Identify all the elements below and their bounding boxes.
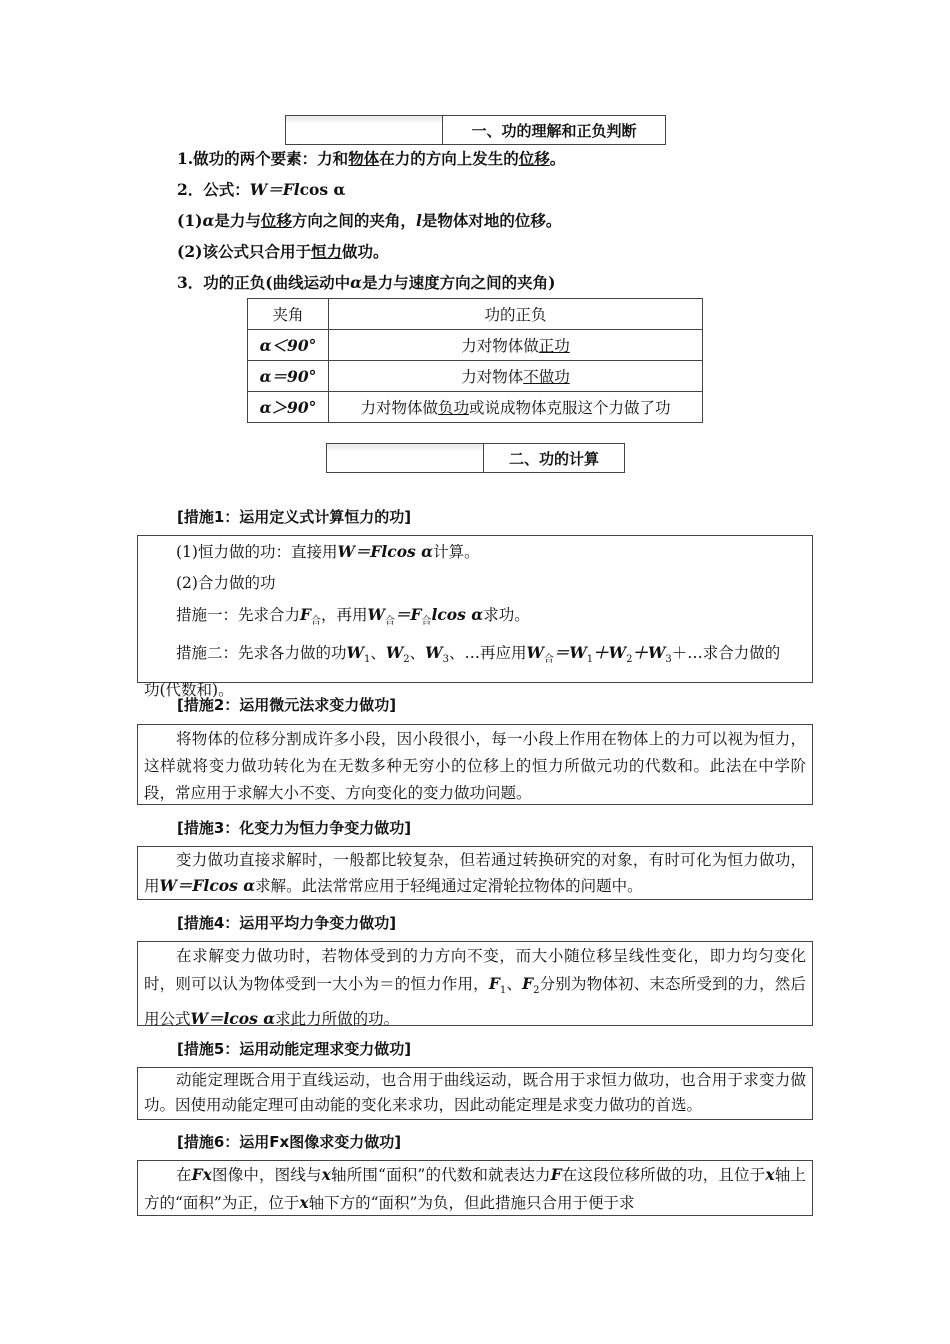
formula: ＋W	[632, 643, 666, 663]
text: 图像中，图线与	[211, 1166, 322, 1184]
measure-box-2	[137, 724, 813, 805]
table-row	[248, 330, 703, 361]
item-line-5	[177, 271, 555, 293]
symbol: W	[526, 643, 544, 663]
paragraph: 将物体的位移分割成许多小段，因小段很小，每一小段上作用在物体上的力可以视为恒力，这样就将变力做功转化为在无数多种无穷小的位移上的恒力所做元功的代数和。此法在中学阶段，常应用于求解大小不变、方向变化的变力做功问题。	[144, 730, 806, 802]
section-header-1	[285, 115, 666, 145]
text: 力对物体	[461, 368, 524, 386]
symbol: F	[550, 1165, 562, 1184]
text: 2．公式：	[177, 180, 250, 199]
item-line-2	[177, 178, 345, 200]
subscript: 合	[421, 616, 432, 628]
measure-box-5	[137, 1067, 813, 1120]
section-title-1: 一、功的理解和正负判断	[471, 121, 637, 140]
item-line-3	[177, 209, 561, 231]
symbol: Fx	[191, 1165, 212, 1184]
subscript: 3	[665, 654, 672, 666]
table-row	[248, 392, 703, 423]
paragraph	[144, 1161, 806, 1217]
formula: ＝F	[394, 605, 422, 624]
underlined-answer: 负功	[437, 399, 469, 417]
symbol: W	[367, 605, 385, 624]
measure-box-1	[137, 535, 813, 700]
text: 、…再应用	[448, 644, 527, 663]
paragraph	[144, 847, 806, 899]
text: 轴上方的“面积”为正，位于	[144, 1166, 806, 1212]
formula: W＝Flcos α	[159, 876, 256, 895]
subscript: 1	[586, 654, 594, 666]
text: (2)该公式只合用于	[177, 242, 311, 261]
symbol: W	[346, 643, 364, 663]
subscript: 合	[543, 654, 554, 666]
text: (1)恒力做的功：直接用	[176, 543, 338, 561]
sign-cell	[329, 392, 703, 423]
paragraph	[144, 536, 806, 568]
section-header-blank	[327, 444, 484, 472]
text: 求功。	[483, 606, 530, 624]
text: 或说成物体克服这个力做了功	[469, 399, 671, 417]
angle-cell: α＜90°	[248, 330, 329, 361]
symbol: W	[425, 643, 443, 663]
text: 措施一：先求合力	[176, 606, 301, 624]
table-header-row	[248, 299, 703, 330]
symbol: α	[202, 211, 215, 230]
subscript: 2	[626, 654, 633, 666]
text: 、	[409, 644, 426, 663]
subscript: 合	[384, 616, 395, 628]
symbol: l	[415, 211, 422, 230]
formula: ＝W	[553, 643, 587, 663]
item-line-4	[177, 240, 388, 262]
text: 。	[549, 149, 566, 168]
symbol: W	[385, 643, 404, 663]
text: 3．功的正负(曲线运动中	[177, 273, 351, 292]
measure-box-4	[137, 941, 813, 1029]
text: 力对物体做	[461, 337, 539, 355]
text: 做功。	[341, 242, 389, 261]
formula: W＝Fl	[249, 180, 300, 199]
measure-heading-5: [措施5：运用动能定理求变力做功]	[177, 1040, 412, 1058]
formula: W＝Flcos α	[337, 542, 434, 561]
text: 措施二：先求各力做的功	[176, 644, 347, 663]
paragraph	[144, 942, 806, 1033]
text: 计算。	[433, 543, 480, 561]
measure-heading-6: [措施6：运用Fx图像求变力做功]	[177, 1133, 402, 1151]
table-row	[248, 361, 703, 392]
formula: ＋W	[593, 643, 627, 663]
formula: cos α	[299, 180, 346, 199]
paragraph: (2)合力做的功	[176, 574, 276, 592]
text: 轴所围“面积”的代数和就表达力	[330, 1166, 551, 1184]
text: 、	[370, 644, 386, 663]
angle-cell: α＞90°	[248, 392, 329, 423]
subscript: 2	[403, 654, 410, 666]
text: 在力的方向上发生的	[379, 149, 519, 168]
symbol: x	[765, 1165, 775, 1184]
text: 力对物体做	[360, 399, 438, 417]
text: 变力做功直接求解时，一般都比较复杂，但若通过转换研究的对象，有时可化为恒力做功，用	[144, 851, 806, 895]
symbol: F	[300, 605, 312, 624]
text: 在求解变力做功时，若物体受到的力方向不变，而大小随位移呈线性变化，即力均匀变化时，则可以认为物体受到一大小为＝的恒力作用，	[144, 947, 806, 993]
text: 在	[176, 1166, 192, 1184]
text: 是力与	[214, 211, 261, 230]
measure-heading-2: [措施2：运用微元法求变力做功]	[177, 696, 397, 714]
sign-cell	[329, 330, 703, 361]
subscript: 合	[311, 616, 322, 628]
table-header: 夹角	[248, 299, 329, 330]
paragraph: 功(代数和)。	[144, 681, 234, 700]
item-line-1	[177, 147, 565, 169]
sign-cell	[329, 361, 703, 392]
symbol: F	[522, 974, 534, 993]
text: ，再用	[321, 606, 368, 624]
text: 求解。此法常常应用于轻绳通过定滑轮拉物体的问题中。	[255, 877, 643, 895]
measure-heading-4: [措施4：运用平均力争变力做功]	[177, 914, 397, 932]
text: 求此力所做的功。	[275, 1010, 400, 1029]
text: 是物体对地的位移。	[421, 211, 562, 230]
symbol: F	[488, 974, 500, 993]
text: ＋…求合力做的	[671, 644, 781, 663]
text: 分别为物体初、末态所受到的力，然后用公式	[144, 975, 806, 1029]
symbol: x	[299, 1193, 309, 1212]
text: 方向之间的夹角，	[291, 211, 416, 230]
paragraph	[144, 599, 806, 637]
text: 是力与速度方向之间的夹角)	[362, 273, 556, 292]
text: 在这段位移所做的功，且位于	[561, 1166, 766, 1184]
subscript: 1	[499, 985, 507, 997]
underlined-answer: 位移	[260, 211, 292, 230]
table-header: 功的正负	[329, 299, 703, 330]
symbol: x	[321, 1165, 331, 1184]
symbol: α	[350, 273, 363, 292]
measure-heading-3: [措施3：化变力为恒力争变力做功]	[177, 819, 412, 837]
underlined-answer: 物体	[348, 149, 380, 168]
text: 1.做功的两个要素：力和	[177, 149, 349, 168]
formula: lcos α	[431, 605, 484, 624]
underlined-answer: 位移	[518, 149, 550, 168]
formula: W＝lcos α	[190, 1009, 276, 1029]
measure-box-6	[137, 1160, 813, 1216]
underlined-answer: 不做功	[523, 368, 570, 386]
section-header-2	[326, 443, 625, 473]
text: (1)	[177, 211, 203, 230]
work-sign-table	[247, 298, 703, 423]
text: 、	[506, 975, 523, 993]
paragraph: 动能定理既合用于直线运动，也合用于曲线运动，既合用于求恒力做功，也合用于求变力做功。因使用动能定理可由动能的变化来求功，因此动能定理是求变力做功的首选。	[144, 1071, 806, 1114]
underlined-answer: 恒力	[310, 242, 342, 261]
subscript: 1	[363, 654, 371, 666]
section-title-2: 二、功的计算	[508, 449, 599, 468]
underlined-answer: 正功	[538, 337, 570, 355]
measure-box-3	[137, 846, 813, 900]
section-header-blank	[286, 116, 443, 144]
subscript: 2	[533, 985, 540, 997]
text: 轴下方的“面积”为负，但此措施只合用于便于求	[308, 1194, 635, 1212]
angle-cell: α＝90°	[248, 361, 329, 392]
subscript: 3	[442, 654, 449, 666]
paragraph	[144, 637, 806, 675]
measure-heading-1: [措施1：运用定义式计算恒力的功]	[177, 508, 412, 526]
